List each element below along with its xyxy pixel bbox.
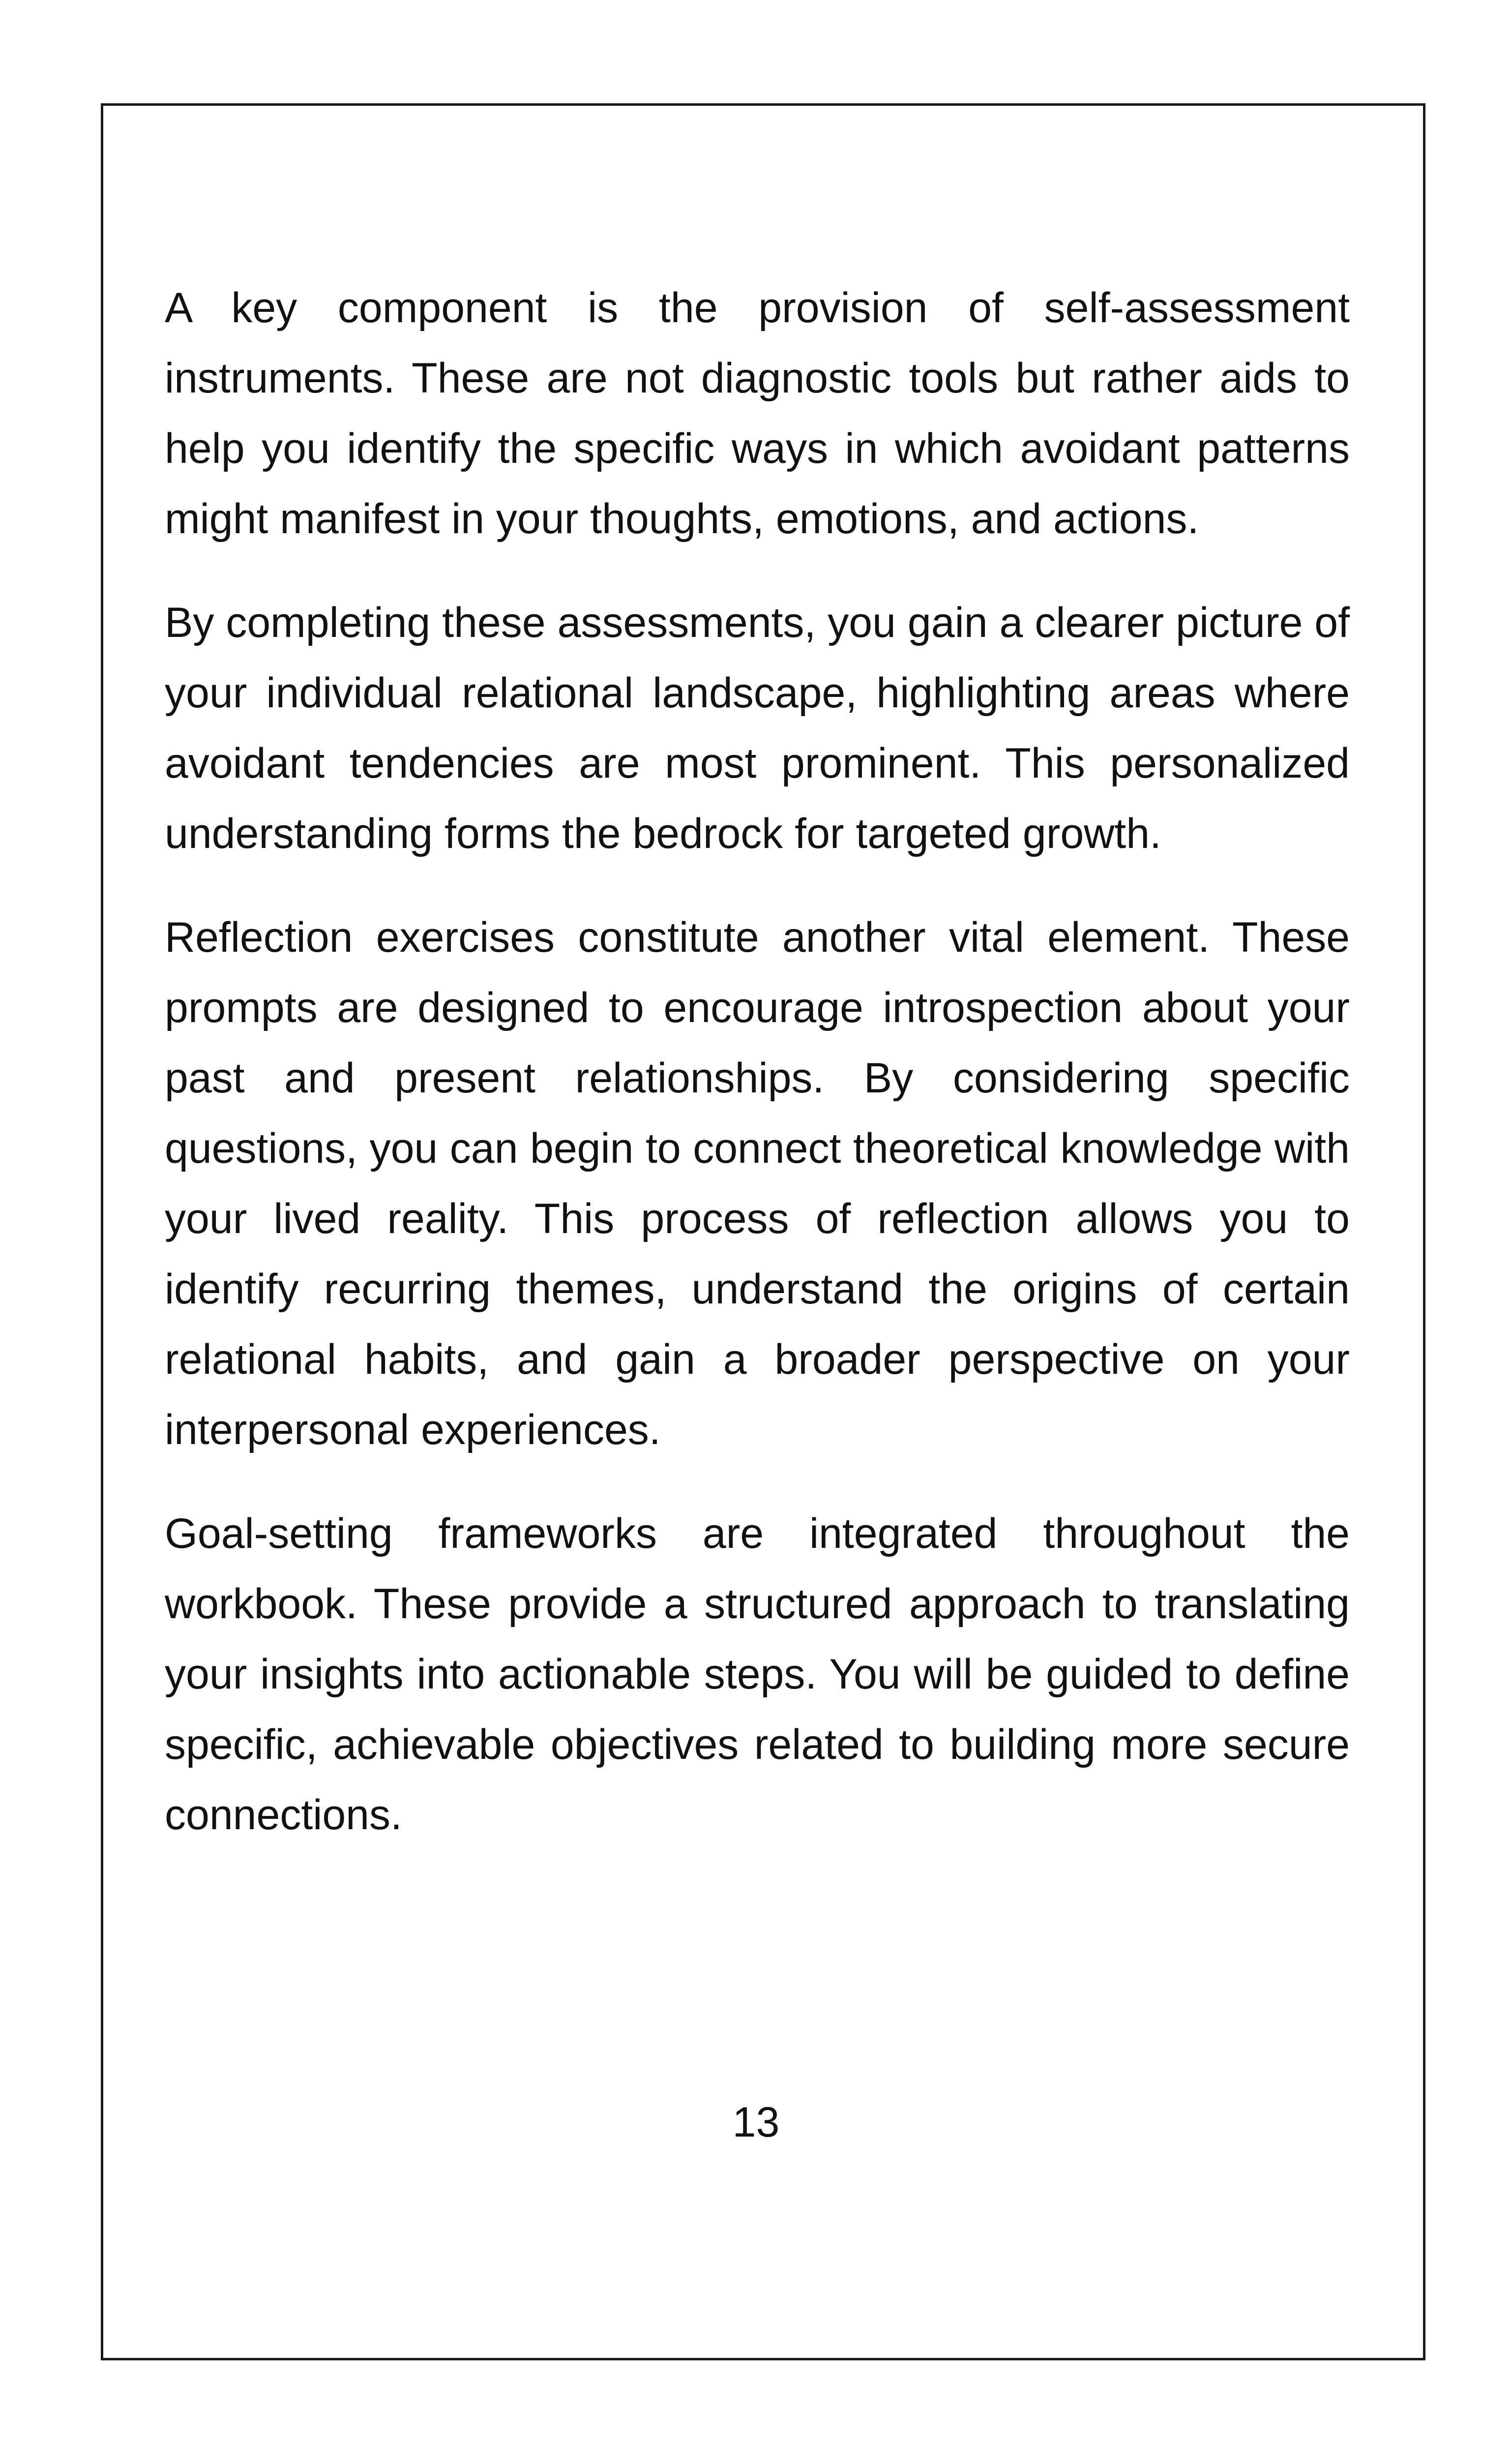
page-number: 13 <box>732 2099 780 2146</box>
paragraph-4: Goal-setting frameworks are integrated throughout the workbook. These provide a structured approach to translating your insights into actionable steps. You will be guided to define specific, achievable objectives related to building more secure connections. <box>165 1510 1350 1839</box>
body-text <box>165 273 1350 1884</box>
paragraph-3: Reflection exercises constitute another vital element. These prompts are designed to encourage introspection about your past and present relationships. By considering specific questions, you can begin to connect theoretical knowledge with your lived reality. This process of reflection allows you to identify recurring themes, understand the origins of certain relational habits, and gain a broader perspective on your interpersonal experiences. <box>165 914 1350 1453</box>
page-frame <box>101 103 1425 2360</box>
paragraph-1: A key component is the provision of self-assessment instruments. These are not diagnostic tools but rather aids to help you identify the specific ways in which avoidant patterns might manifest in your thoughts, emotions, and actions. <box>165 284 1350 543</box>
paragraph-2: By completing these assessments, you gain a clearer picture of your individual relational landscape, highlighting areas where avoidant tendencies are most prominent. This personalized understanding forms the bedrock for targeted growth. <box>165 599 1350 857</box>
